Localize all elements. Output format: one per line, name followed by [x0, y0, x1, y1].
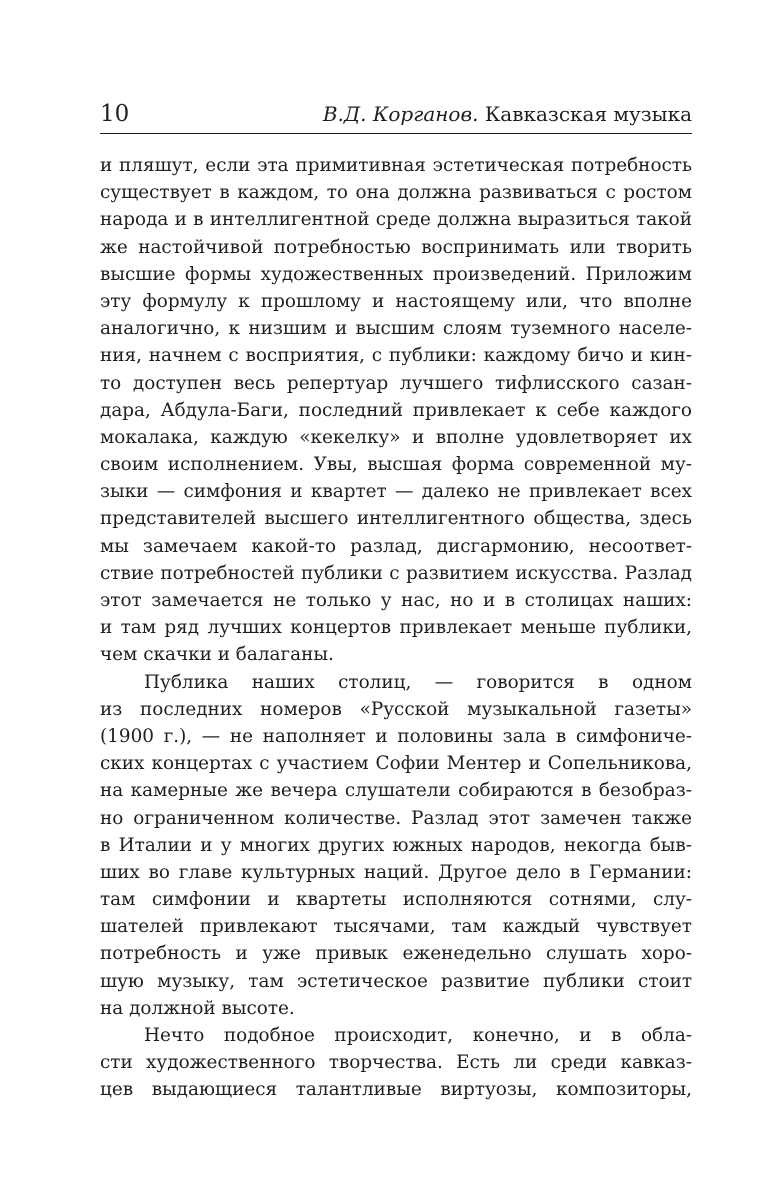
text-line: на должной высоте.: [100, 997, 295, 1019]
text-line: но ограниченном количестве. Разлад этот замечен также: [100, 807, 692, 829]
text-line: цев выдающиеся талантливые виртуозы, композиторы,: [100, 1079, 692, 1101]
running-head: [323, 100, 692, 128]
text-line: представителей высшего интеллигентного общества, здесь: [100, 508, 692, 530]
body-text: [100, 152, 692, 1104]
text-line: эту формулу к прошлому и настоящему или, что вполне: [100, 290, 692, 312]
text-line: дара, Абдула-Баги, последний привлекает к себе каждого: [100, 399, 692, 421]
text-line: сти художественного творчества. Есть ли среди кавказ-: [100, 1052, 692, 1074]
text-line: зыки — симфония и квартет — далеко не привлекает всех: [100, 481, 692, 503]
running-header: [100, 96, 692, 136]
text-line: ния, начнем с восприятия, с публики: каждому бичо и кин-: [100, 345, 692, 367]
text-line: шателей привлекают тысячами, там каждый чувствует: [100, 916, 692, 938]
text-line: Публика наших столиц, — говорится в одном: [144, 671, 692, 693]
text-line: чем скачки и балаганы.: [100, 644, 334, 666]
text-line: потребность и уже привык еженедельно слушать хоро-: [100, 943, 692, 965]
header-rule: [100, 133, 692, 134]
text-line: ских концертах с участием Софии Ментер и Сопельникова,: [100, 753, 692, 775]
text-line: народа и в интеллигентной среде должна выразиться такой: [100, 209, 692, 231]
text-line: высшие формы художественных произведений. Приложим: [100, 263, 692, 285]
text-line: шую музыку, там эстетическое развитие публики стоит: [100, 970, 692, 992]
page-number: 10: [100, 101, 130, 127]
text-line: этот замечается не только у нас, но и в столицах наших:: [100, 590, 692, 611]
text-line: в Италии и у многих других южных народов, некогда быв-: [100, 834, 692, 856]
text-line: ших во главе культурных наций. Другое дело в Германии:: [100, 861, 692, 883]
text-line: на камерные же вечера слушатели собираются в безобраз-: [100, 780, 692, 802]
text-line: Нечто подобное происходит, конечно, и в обла-: [144, 1025, 692, 1046]
text-line: из последних номеров «Русской музыкальной газеты»: [100, 698, 692, 720]
text-line: мокалака, каждую «кекелку» и вполне удовлетворяет их: [100, 426, 692, 448]
text-line: и пляшут, если эта примитивная эстетическая потребность: [100, 155, 692, 176]
text-line: существует в каждом, то она должна развиваться с ростом: [100, 182, 692, 204]
text-line: ствие потребностей публики с развитием искусства. Разлад: [100, 562, 692, 584]
text-line: то доступен весь репертуар лучшего тифлисского сазан-: [100, 372, 692, 394]
text-line: (1900 г.), — не наполняет и половины зала в симфониче-: [100, 725, 692, 747]
text-line: и там ряд лучших концертов привлекает меньше публики,: [100, 617, 692, 639]
running-head-author: В.Д. Корганов.: [322, 102, 479, 126]
text-line: там симфонии и квартеты исполняются сотнями, слу-: [100, 889, 692, 911]
text-line: же настойчивой потребностью воспринимать или творить: [100, 236, 692, 258]
text-line: мы замечаем какой-то разлад, дисгармонию, несоответ-: [100, 535, 692, 557]
text-line: своим исполнением. Увы, высшая форма современной му-: [100, 454, 692, 476]
running-head-title: Кавказская музыка: [484, 102, 692, 126]
text-line: аналогично, к низшим и высшим слоям туземного населе-: [100, 318, 692, 340]
